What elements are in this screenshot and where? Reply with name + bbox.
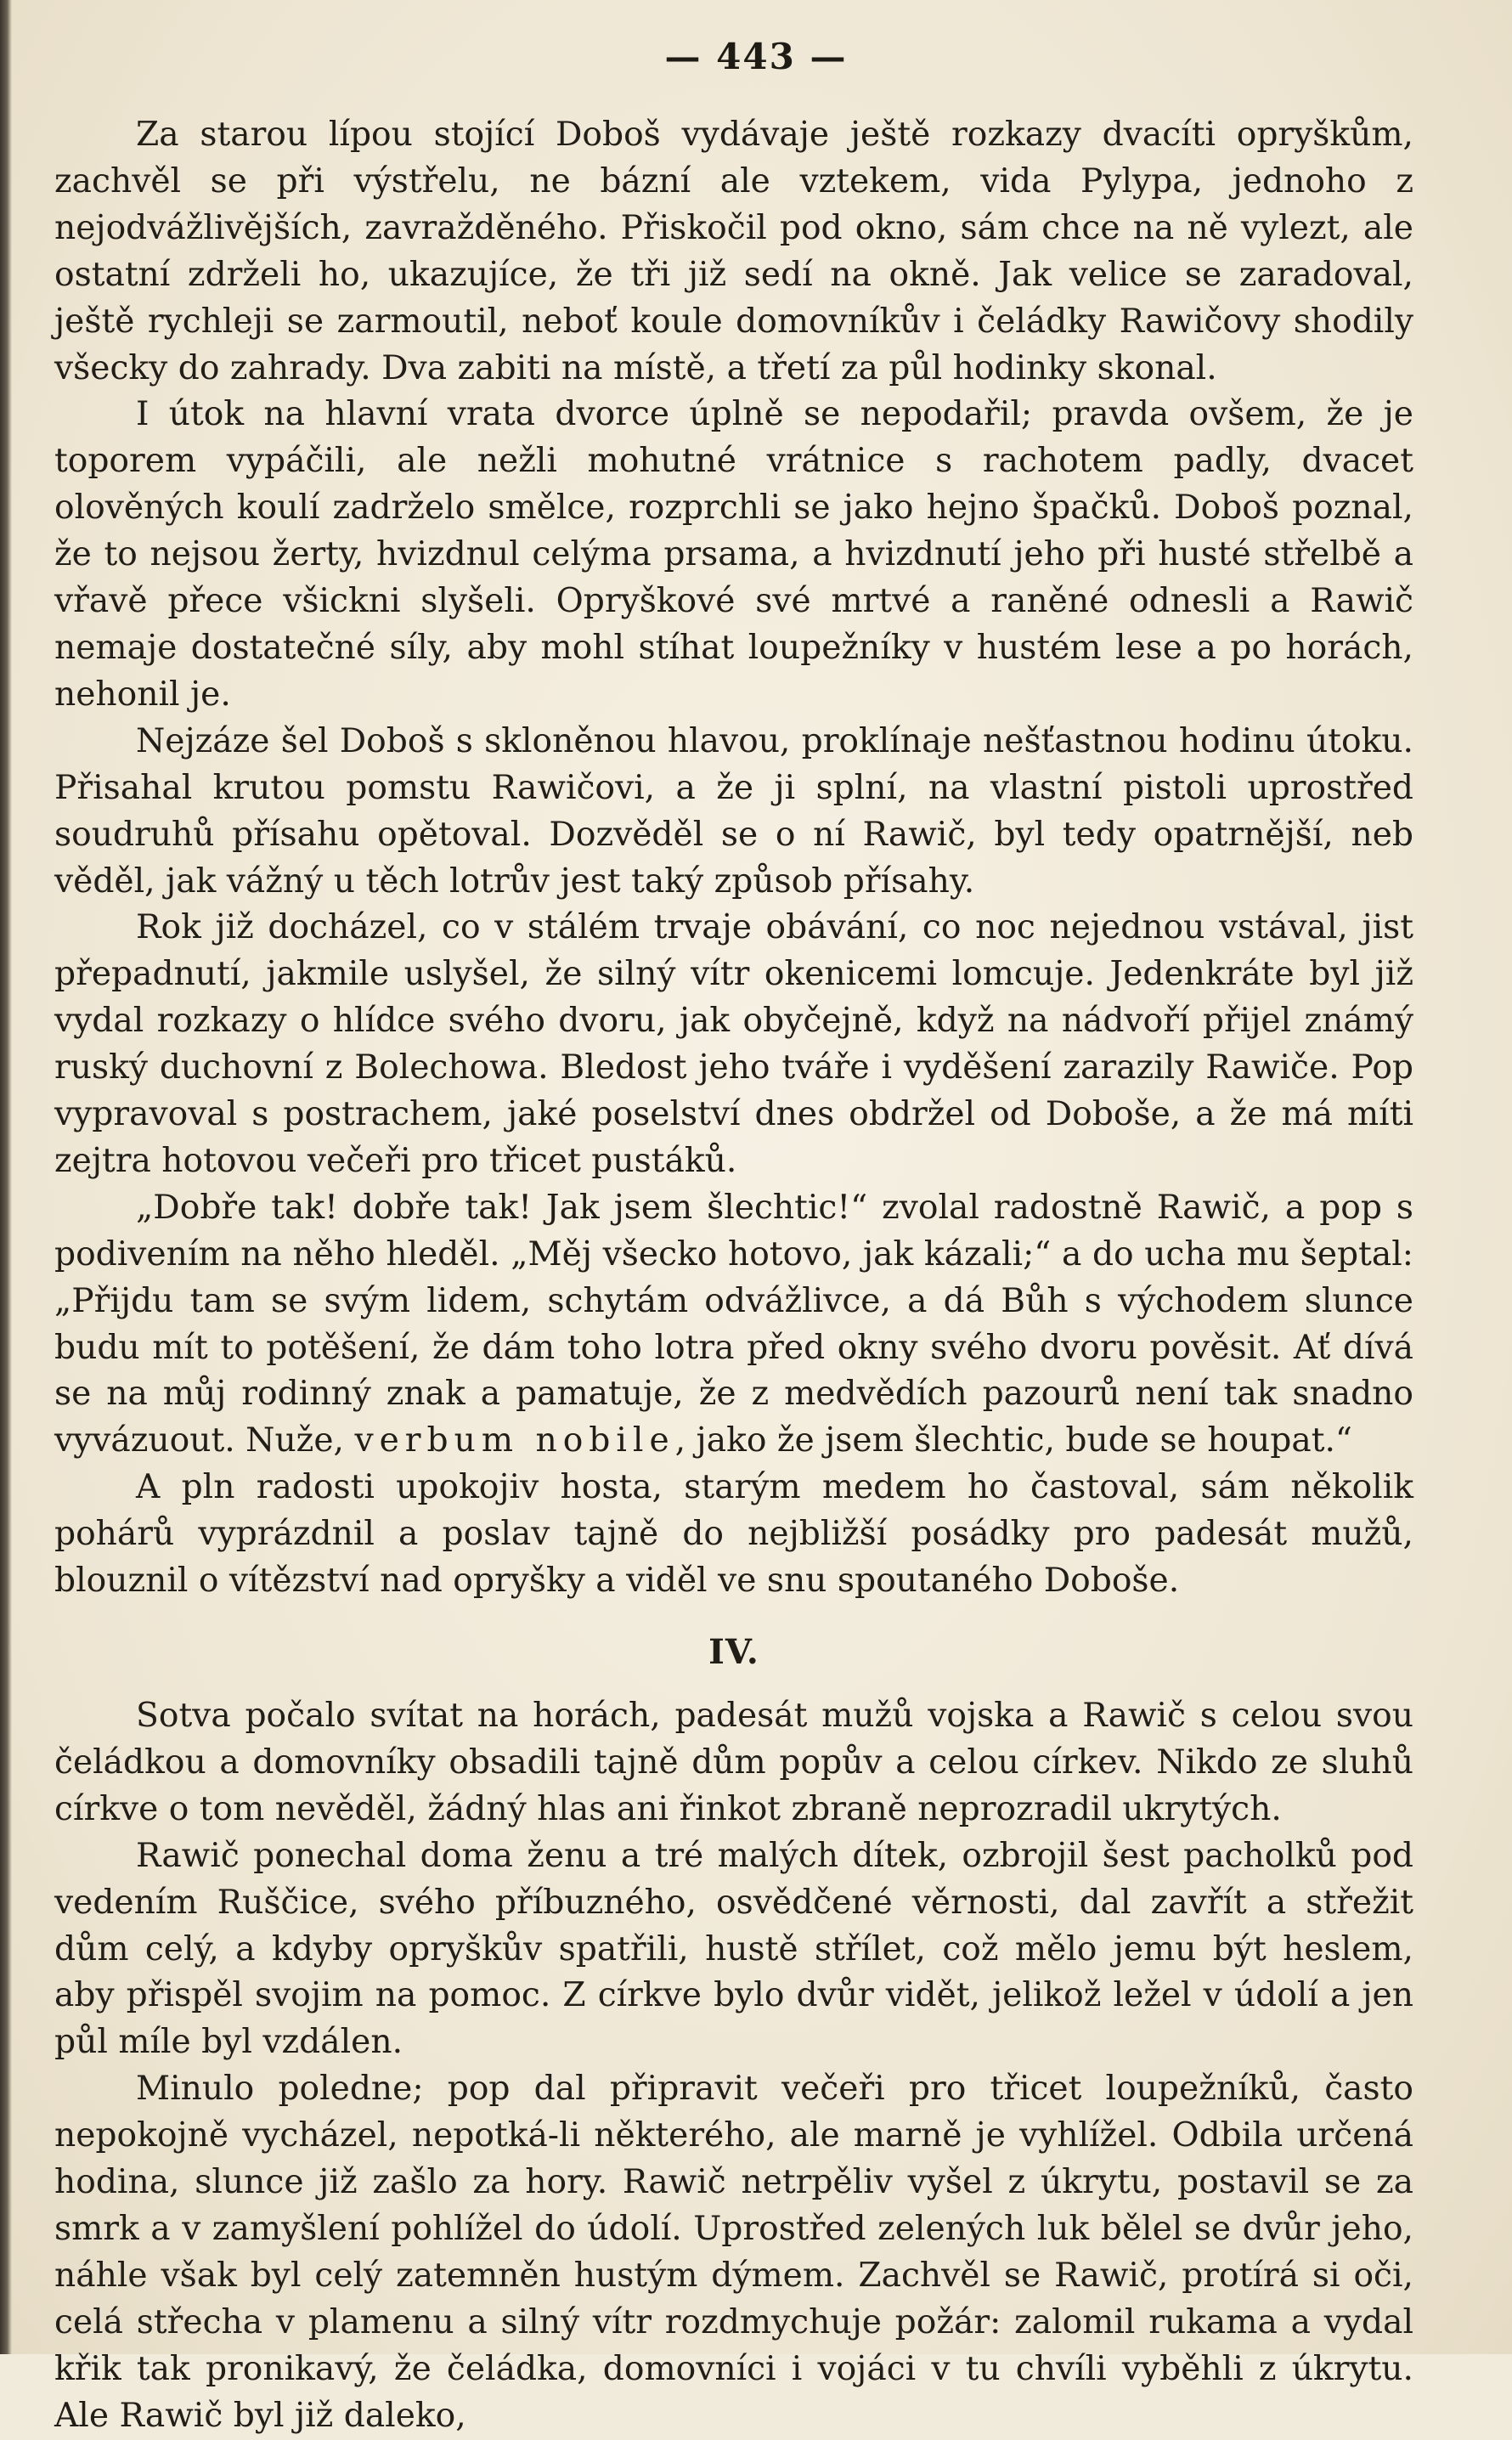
paragraph-8: Rawič ponechal doma ženu a tré malých dítek, ozbrojil šest pacholků pod vedením Ruščice, svého příbuzného, osvědčené věrnosti, dal zavřít a střežit dům celý, a kdyby opryškův spatřili, hustě střílet, což mělo jemu být heslem, aby přispěl svojim na pomoc. Z církve bylo dvůr vidět, jelikož ležel v údolí a jen půl míle byl vzdálen. (54, 1836, 1413, 2062)
paragraph-5-start: „Dobře tak! dobře tak! Jak jsem šlechtic!“ zvolal radostně Rawič, a pop s podivením na něho hleděl. „Měj všecko hotovo, jak kázali;“ a do ucha mu šeptal: „Přijdu tam se svým lidem, schytám odvážlivce, a dá Bůh s východem slunce budu mít to potěšení, že dám toho lotra před okny svého dvoru pověsit. Ať dívá se na můj rodinný znak a pamatuje, že z medvědích pazourů není tak snadno vyvázuout. Nuže, (54, 1188, 1413, 1460)
paragraph-5 (54, 1185, 1413, 1465)
paragraph-4: Rok již docházel, co v stálém trvaje obávání, co noc nejednou vstával, jist přepadnutí, jakmile uslyšel, že silný vítr okenicemi lomcuje. Jedenkráte byl již vydal rozkazy o hlídce svého dvoru, jak obyčejně, když na nádvoří přijel známý ruský duchovní z Bolechowa. Bledost jeho tváře i vyděšení zarazily Rawiče. Pop vypravoval s postrachem, jaké poselství dnes obdržel od Doboše, a že má míti zejtra hotovou večeři pro třicet pustáků. (54, 908, 1413, 1180)
paragraph-3: Nejzáze šel Doboš s skloněnou hlavou, proklínaje nešťastnou hodinu útoku. Přisahal krutou pomstu Rawičovi, a že ji splní, na vlastní pistoli uprostřed soudruhů přísahu opětoval. Dozvěděl se o ní Rawič, byl tedy opatrnější, neb věděl, jak vážný u těch lotrův jest taký způsob přísahy. (54, 721, 1413, 901)
paragraph-7: Sotva počalo svítat na horách, padesát mužů vojska a Rawič s celou svou čeládkou a domovníky obsadili tajně dům popův a celou církev. Nikdo ze sluhů církve o tom nevěděl, žádný hlas ani řinkot zbraně neprozradil ukrytých. (54, 1697, 1413, 1828)
paragraph-1: Za starou lípou stojící Doboš vydávaje ještě rozkazy dvacíti opryškům, zachvěl se při výstřelu, ne bázní ale vztekem, vida Pylypa, jednoho z nejodvážlivějších, zavražděného. Přiskočil pod okno, sám chce na ně vylezt, ale ostatní zdrželi ho, ukazujíce, že tři již sedí na okně. Jak velice se zaradoval, ještě rychleji se zarmoutil, neboť koule domovníkův i čeládky Rawičovy shodily všecky do zahrady. Dva zabiti na místě, a třetí za půl hodinky skonal. (54, 116, 1413, 387)
page-number: — 443 — (664, 36, 848, 77)
paragraph-5-end: , jako že jsem šlechtic, bude se houpat.“ (674, 1421, 1352, 1460)
body-text (54, 112, 1413, 2440)
paragraph-5-spaced-phrase: verbum nobile (354, 1421, 675, 1460)
paragraph-6: A pln radosti upokojiv hosta, starým medem ho častoval, sám několik pohárů vyprázdnil a poslav tajně do nejbližší posádky pro padesát mužů, blouznil o vítězství nad opryšky a viděl ve snu spoutaného Doboše. (54, 1468, 1413, 1601)
paragraph-9: Minulo poledne; pop dal připravit večeři pro třicet loupežníků, často nepokojně vycházel, nepotká-li některého, ale marně je vyhlížel. Odbila určená hodina, slunce již zašlo za hory. Rawič netrpěliv vyšel z úkrytu, postavil se za smrk a v zamyšlení pohlížel do údolí. Uprostřed zelených luk bělel se dvůr jeho, náhle však byl celý zatemněn hustým dýmem. Zachvěl se Rawič, protírá si oči, celá střecha v plamenu a silný vítr rozdmychuje požár: zalomil rukama a vydal křik tak pronikavý, že čeládka, domovníci i vojáci v tu chvíli vyběhli z úkrytu. Ale Rawič byl již daleko, (54, 2070, 1413, 2435)
section-heading: IV. (708, 1632, 759, 1672)
paragraph-2: I útok na hlavní vrata dvorce úplně se nepodařil; pravda ovšem, že je toporem vypáčili, ale nežli mohutné vrátnice s rachotem padly, dvacet olověných koulí zadrželo smělce, rozprchli se jako hejno špačků. Doboš poznal, že to nejsou žerty, hvizdnul celýma prsama, a hvizdnutí jeho při husté střelbě a vřavě přece všickni slyšeli. Opryškové své mrtvé a raněné odnesli a Rawič nemaje dostatečné síly, aby mohl stíhat loupežníky v hustém lese a po horách, nehonil je. (54, 395, 1413, 714)
